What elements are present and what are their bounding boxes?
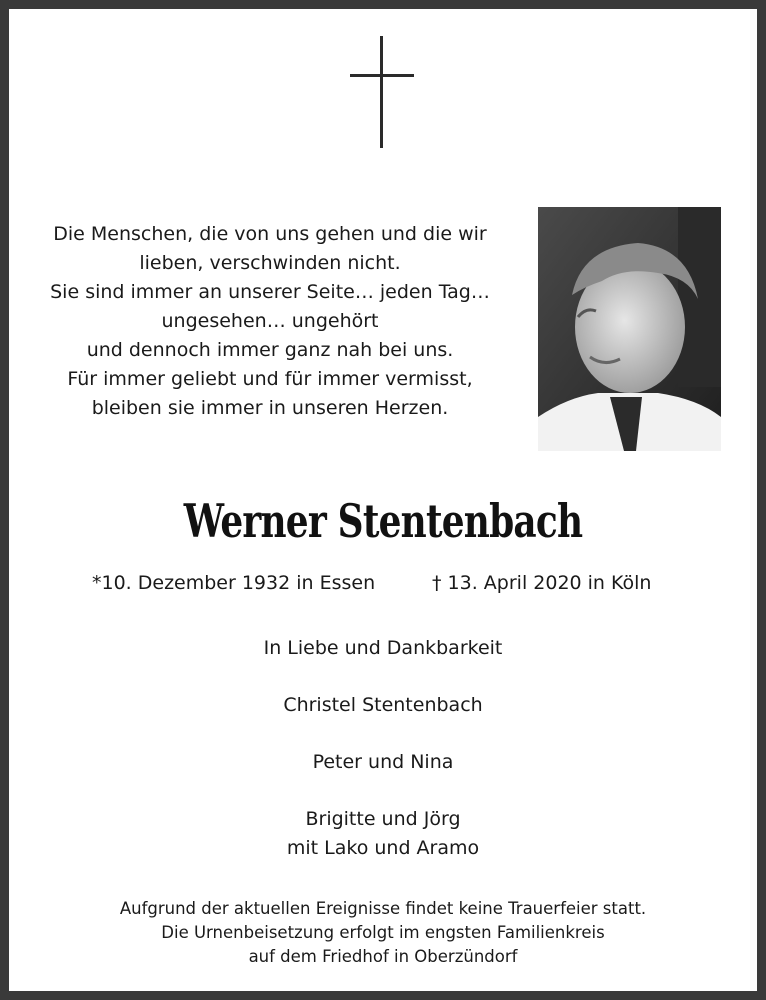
footer-line: auf dem Friedhof in Oberzündorf: [248, 947, 518, 966]
mourner-name: Peter und Nina: [312, 751, 454, 773]
poem-line: bleiben sie immer in unseren Herzen.: [91, 397, 449, 419]
poem: [40, 220, 500, 423]
mourner-name: Christel Stentenbach: [283, 694, 483, 716]
portrait-photo-illustration: [538, 207, 721, 451]
deceased-name: Werner Stentenbach: [183, 494, 583, 548]
death-date: † 13. April 2020 in Köln: [432, 572, 652, 594]
mourner-name: Brigitte und Jörg: [305, 808, 461, 830]
cross-icon: [350, 36, 414, 148]
footer-notice: [0, 897, 766, 969]
mourners-intro: In Liebe und Dankbarkeit: [263, 637, 503, 659]
poem-line: lieben, verschwinden nicht.: [139, 252, 401, 274]
mourner-name: mit Lako und Aramo: [286, 837, 480, 859]
birth-date: *10. Dezember 1932 in Essen: [92, 572, 376, 594]
footer-line: Die Urnenbeisetzung erfolgt im engsten Familienkreis: [161, 923, 605, 942]
poem-line: Sie sind immer an unserer Seite… jeden Tag…: [50, 281, 490, 303]
poem-line: ungesehen… ungehört: [161, 310, 379, 332]
poem-line: und dennoch immer ganz nah bei uns.: [86, 339, 454, 361]
footer-line: Aufgrund der aktuellen Ereignisse findet keine Trauerfeier statt.: [119, 899, 647, 918]
poem-line: Für immer geliebt und für immer vermisst,: [67, 368, 473, 390]
poem-line: Die Menschen, die von uns gehen und die wir: [53, 223, 487, 245]
portrait-photo: [538, 207, 721, 451]
